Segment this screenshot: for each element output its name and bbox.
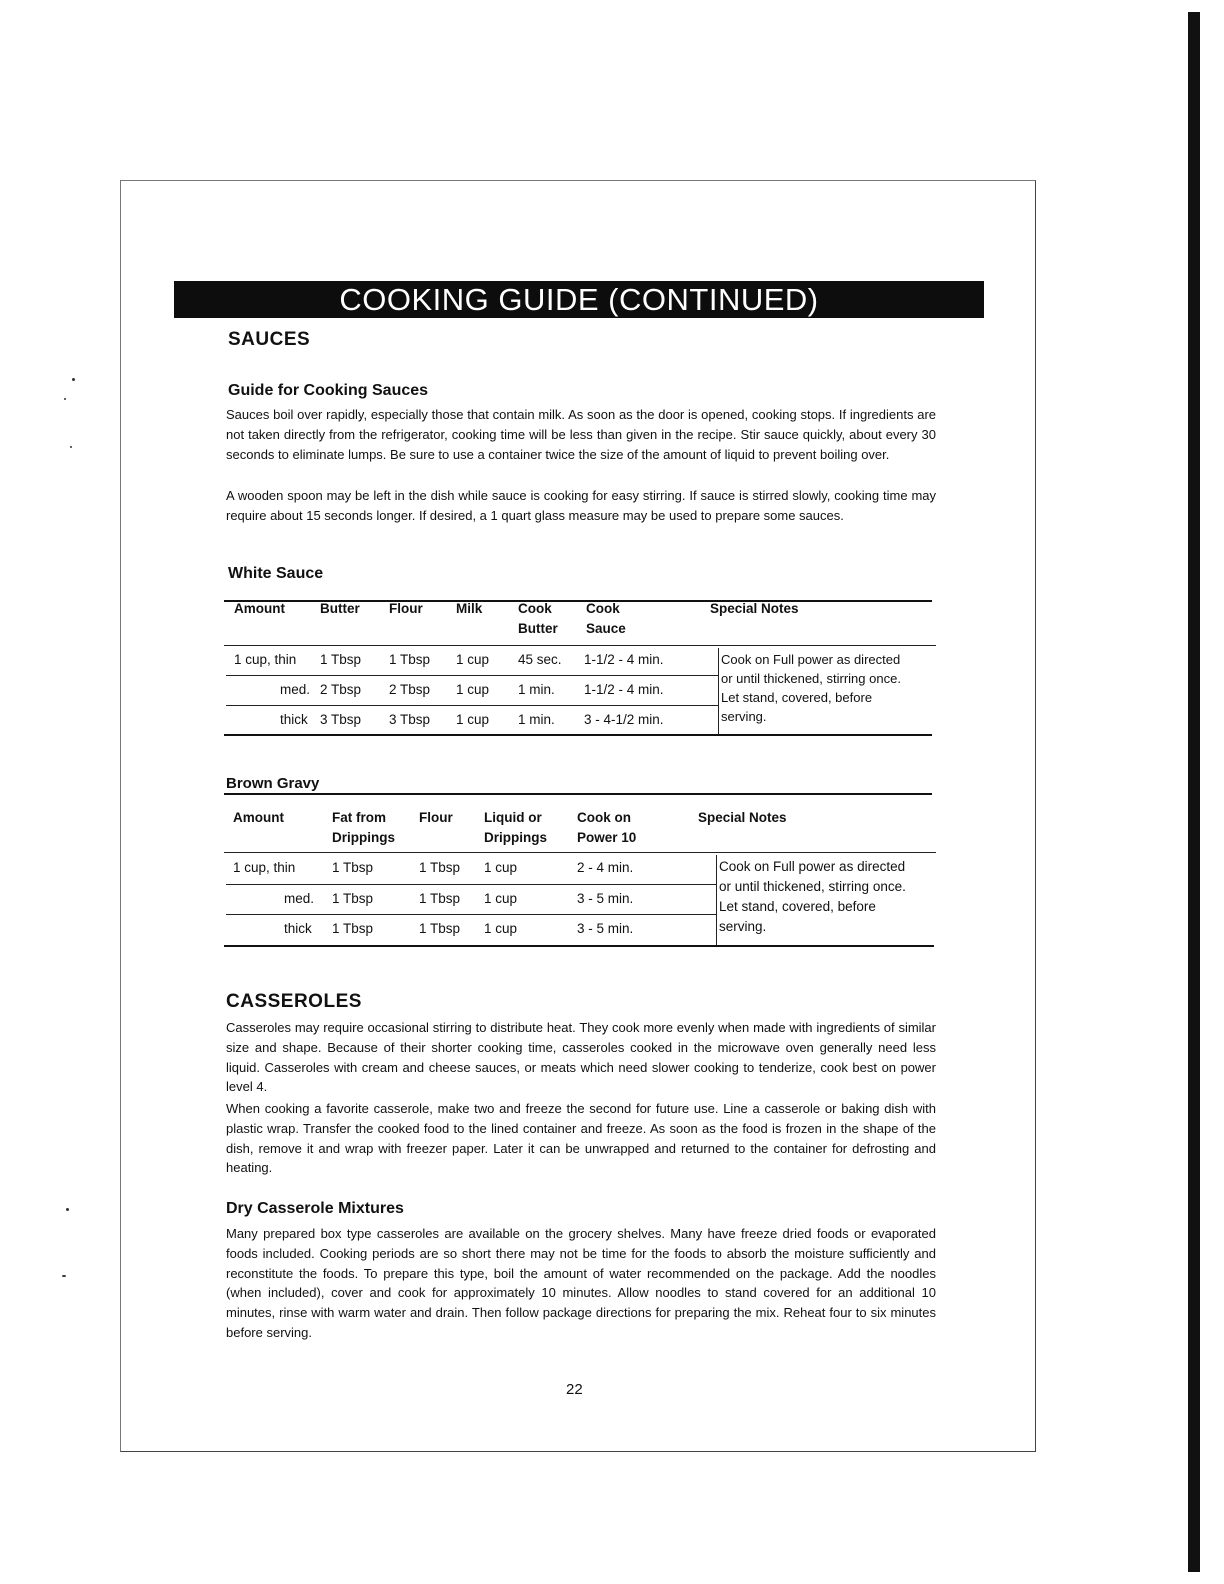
bg-fat-cell: 1 Tbsp: [332, 891, 374, 906]
ws-header-amount: Amount: [234, 601, 285, 616]
ws-cook-butter-cell: 1 min.: [518, 712, 555, 727]
casseroles-paragraph-2: When cooking a favorite casserole, make two and freeze the second for future use. Line a casserole or baking dish with plastic wrap. Transfer the cooked food to the lined container and freeze. As soon as the food is frozen in the shape of the dish, remove it and wrap with freezer paper. Later it can be unwrapped and returned to the container for defrosting and heating.: [226, 1101, 936, 1176]
ws-header-milk: Milk: [456, 601, 483, 616]
casseroles-heading: CASSEROLES: [226, 991, 362, 1012]
guide-for-cooking-sauces-heading: Guide for Cooking Sauces: [228, 382, 429, 399]
brown-gravy-special-notes: [719, 857, 939, 937]
ws-header-butter: Butter: [320, 601, 360, 616]
note-line: or until thickened, stirring once.: [721, 671, 901, 686]
bg-amount-cell: med.: [284, 891, 315, 906]
ws-butter-cell: 2 Tbsp: [320, 682, 362, 697]
sauces-heading: SAUCES: [228, 329, 311, 350]
bg-flour-cell: 1 Tbsp: [419, 921, 461, 936]
brown-gravy-header-rule: [224, 852, 936, 853]
bg-header-liquid-line1: Liquid or: [484, 810, 542, 825]
note-line: or until thickened, stirring once.: [719, 879, 906, 894]
bg-fat-cell: 1 Tbsp: [332, 921, 374, 936]
ws-flour-cell: 1 Tbsp: [389, 652, 431, 667]
note-line: Cook on Full power as directed: [719, 859, 906, 874]
bg-flour-cell: 1 Tbsp: [419, 891, 461, 906]
ws-milk-cell: 1 cup: [456, 652, 490, 667]
ws-header-cook-butter-line1: Cook: [518, 601, 552, 616]
ws-amount-cell: thick: [280, 712, 308, 727]
bg-liquid-cell: 1 cup: [484, 891, 518, 906]
brown-gravy-bottom-rule: [224, 945, 934, 947]
ws-amount-cell: 1 cup, thin: [234, 652, 297, 667]
ws-header-cook-sauce-line1: Cook: [586, 601, 620, 616]
dry-casserole-mixtures-heading: Dry Casserole Mixtures: [226, 1200, 404, 1217]
note-line: serving.: [719, 919, 767, 934]
ws-cook-sauce-cell: 1-1/2 - 4 min.: [584, 652, 664, 667]
bg-header-cook-line1: Cook on: [577, 810, 631, 825]
note-line: Let stand, covered, before: [721, 690, 873, 705]
bg-header-liquid-line2: Drippings: [484, 830, 547, 845]
bg-cook-cell: 3 - 5 min.: [577, 891, 634, 906]
white-sauce-title: White Sauce: [228, 565, 324, 582]
note-line: Cook on Full power as directed: [721, 652, 901, 667]
sauces-paragraph-1: Sauces boil over rapidly, especially those that contain milk. As soon as the door is opened, cooking stops. If ingredients are not taken directly from the refrigerator, cooking time will be less than given in the recipe. Stir sauce quickly, about every 30 seconds to eliminate lumps. Be sure to use a container twice the size of the amount of liquid to prevent boiling over.: [226, 407, 936, 462]
page-number: 22: [566, 1381, 583, 1398]
ws-cook-butter-cell: 45 sec.: [518, 652, 562, 667]
scan-edge-bar: [1188, 12, 1200, 1572]
ws-header-flour: Flour: [389, 601, 423, 616]
scan-speck: [66, 1208, 69, 1211]
ws-amount-cell: med.: [280, 682, 311, 697]
ws-header-special-notes: Special Notes: [710, 601, 799, 616]
ws-cook-sauce-cell: 1-1/2 - 4 min.: [584, 682, 664, 697]
ws-cook-sauce-cell: 3 - 4-1/2 min.: [584, 712, 664, 727]
row-divider: [226, 914, 716, 915]
bg-header-fat-line2: Drippings: [332, 830, 395, 845]
white-sauce-bottom-rule: [224, 734, 932, 736]
casseroles-paragraph-3: Many prepared box type casseroles are available on the grocery shelves. Many have freeze dried foods or evaporated foods included. Cooking periods are so short there may not be time for the foods to absorb the moisture sufficiently and reconstitute the foods. To prepare this type, boil the amount of water recommended on the package. Add the noodles (when included), cover and cook for approximately 10 minutes. Allow noodles to stand covered for an additional 10 minutes, rinse with warm water and drain. Then follow package directions for preparing the mix. Reheat four to six minutes before serving.: [226, 1226, 936, 1340]
note-line: Let stand, covered, before: [719, 899, 876, 914]
bg-amount-cell: thick: [284, 921, 312, 936]
ws-flour-cell: 2 Tbsp: [389, 682, 431, 697]
row-divider: [226, 675, 718, 676]
bg-header-flour: Flour: [419, 810, 453, 825]
sauces-paragraph-2: A wooden spoon may be left in the dish while sauce is cooking for easy stirring. If sauce is stirred slowly, cooking time may require about 15 seconds longer. If desired, a 1 quart glass measure may be used to prepare some sauces.: [226, 488, 936, 523]
notes-divider: [718, 648, 719, 734]
white-sauce-header-rule: [224, 645, 936, 646]
scan-speck: [64, 398, 66, 400]
white-sauce-special-notes: [721, 650, 936, 726]
bg-liquid-cell: 1 cup: [484, 921, 518, 936]
scan-speck: [62, 1275, 66, 1277]
ws-milk-cell: 1 cup: [456, 712, 490, 727]
brown-gravy-top-rule: [224, 793, 932, 795]
ws-milk-cell: 1 cup: [456, 682, 490, 697]
bg-header-cook-line2: Power 10: [577, 830, 637, 845]
scan-speck: [72, 378, 75, 381]
bg-header-amount: Amount: [233, 810, 284, 825]
bg-amount-cell: 1 cup, thin: [233, 860, 296, 875]
ws-header-cook-butter-line2: Butter: [518, 621, 558, 636]
ws-header-cook-sauce-line2: Sauce: [586, 621, 626, 636]
row-divider: [226, 705, 718, 706]
bg-header-special-notes: Special Notes: [698, 810, 787, 825]
scan-speck: [70, 446, 72, 448]
bg-cook-cell: 2 - 4 min.: [577, 860, 634, 875]
page-banner: COOKING GUIDE (CONTINUED): [174, 281, 984, 318]
row-divider: [226, 884, 716, 885]
bg-cook-cell: 3 - 5 min.: [577, 921, 634, 936]
bg-fat-cell: 1 Tbsp: [332, 860, 374, 875]
brown-gravy-title: Brown Gravy: [226, 775, 320, 792]
note-line: serving.: [721, 709, 767, 724]
bg-header-fat-line1: Fat from: [332, 810, 386, 825]
casseroles-paragraph-1: Casseroles may require occasional stirring to distribute heat. They cook more evenly when made with ingredients of similar size and shape. Because of their shorter cooking time, casseroles cooked in the microwave oven generally need less liquid. Casseroles with cream and cheese sauces, or meats which need slower cooking to tenderize, cook best on power level 4.: [226, 1020, 936, 1095]
ws-butter-cell: 1 Tbsp: [320, 652, 362, 667]
ws-cook-butter-cell: 1 min.: [518, 682, 555, 697]
bg-flour-cell: 1 Tbsp: [419, 860, 461, 875]
bg-liquid-cell: 1 cup: [484, 860, 518, 875]
ws-butter-cell: 3 Tbsp: [320, 712, 362, 727]
notes-divider: [716, 855, 717, 945]
ws-flour-cell: 3 Tbsp: [389, 712, 431, 727]
